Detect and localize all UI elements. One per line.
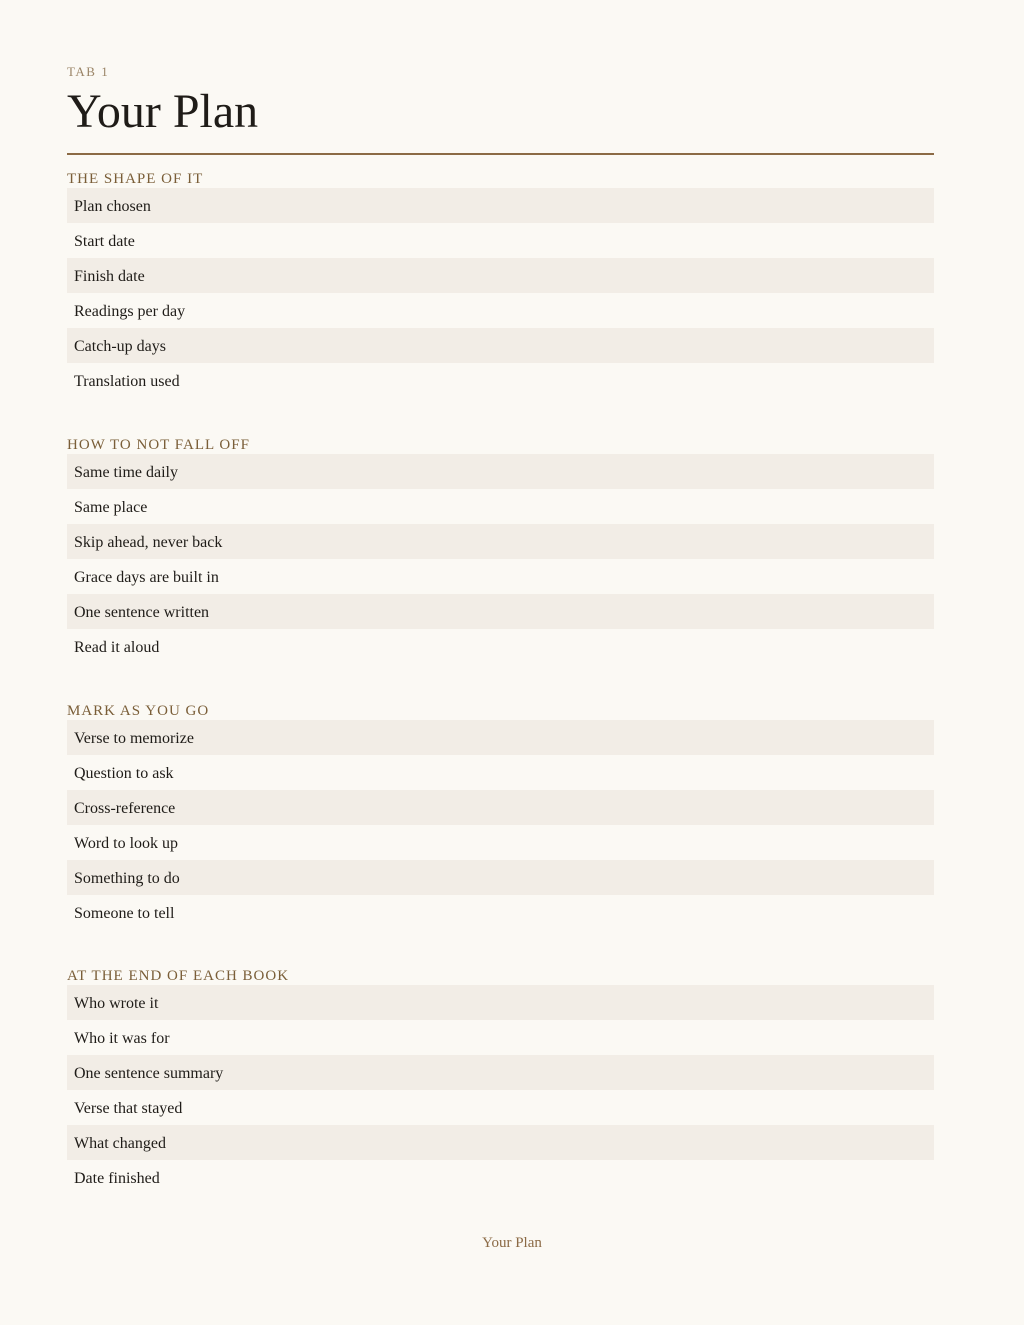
section-heading: AT THE END OF EACH BOOK (67, 968, 290, 984)
section-mark-as-you-go (67, 703, 934, 930)
field-row: Same time daily (67, 454, 934, 489)
section-heading: MARK AS YOU GO (67, 703, 210, 719)
field-list (67, 454, 934, 664)
field-list (67, 720, 934, 930)
field-row: Who it was for (74, 1030, 170, 1047)
field-row: Plan chosen (67, 188, 934, 223)
field-list (67, 985, 934, 1195)
field-row: Translation used (74, 373, 180, 390)
field-row: Cross-reference (67, 790, 934, 825)
field-row: One sentence written (67, 594, 934, 629)
field-row: Someone to tell (74, 905, 175, 922)
field-list (67, 188, 934, 398)
title-divider (67, 153, 934, 155)
field-row: Catch-up days (67, 328, 934, 363)
field-row: Same place (74, 499, 148, 516)
field-row: Verse that stayed (74, 1100, 183, 1117)
tab-label: TAB 1 (67, 64, 110, 79)
field-row: Start date (74, 233, 135, 250)
section-heading: THE SHAPE OF IT (67, 171, 204, 187)
field-row: Finish date (67, 258, 934, 293)
field-row: Skip ahead, never back (67, 524, 934, 559)
page-footer: Your Plan (482, 1235, 542, 1251)
section-heading: HOW TO NOT FALL OFF (67, 437, 250, 453)
field-row: Read it aloud (74, 639, 160, 656)
field-row: Date finished (74, 1170, 160, 1187)
section-how-to-not-fall-off (67, 437, 934, 664)
field-row: Word to look up (74, 835, 179, 852)
page-title: Your Plan (67, 85, 259, 138)
field-row: Grace days are built in (74, 569, 219, 586)
field-row: Readings per day (74, 303, 186, 320)
field-row: Something to do (67, 860, 934, 895)
field-row: One sentence summary (67, 1055, 934, 1090)
section-end-of-each-book (67, 968, 934, 1195)
field-row: What changed (67, 1125, 934, 1160)
section-shape-of-it (67, 171, 934, 398)
field-row: Question to ask (74, 765, 174, 782)
field-row: Who wrote it (67, 985, 934, 1020)
field-row: Verse to memorize (67, 720, 934, 755)
